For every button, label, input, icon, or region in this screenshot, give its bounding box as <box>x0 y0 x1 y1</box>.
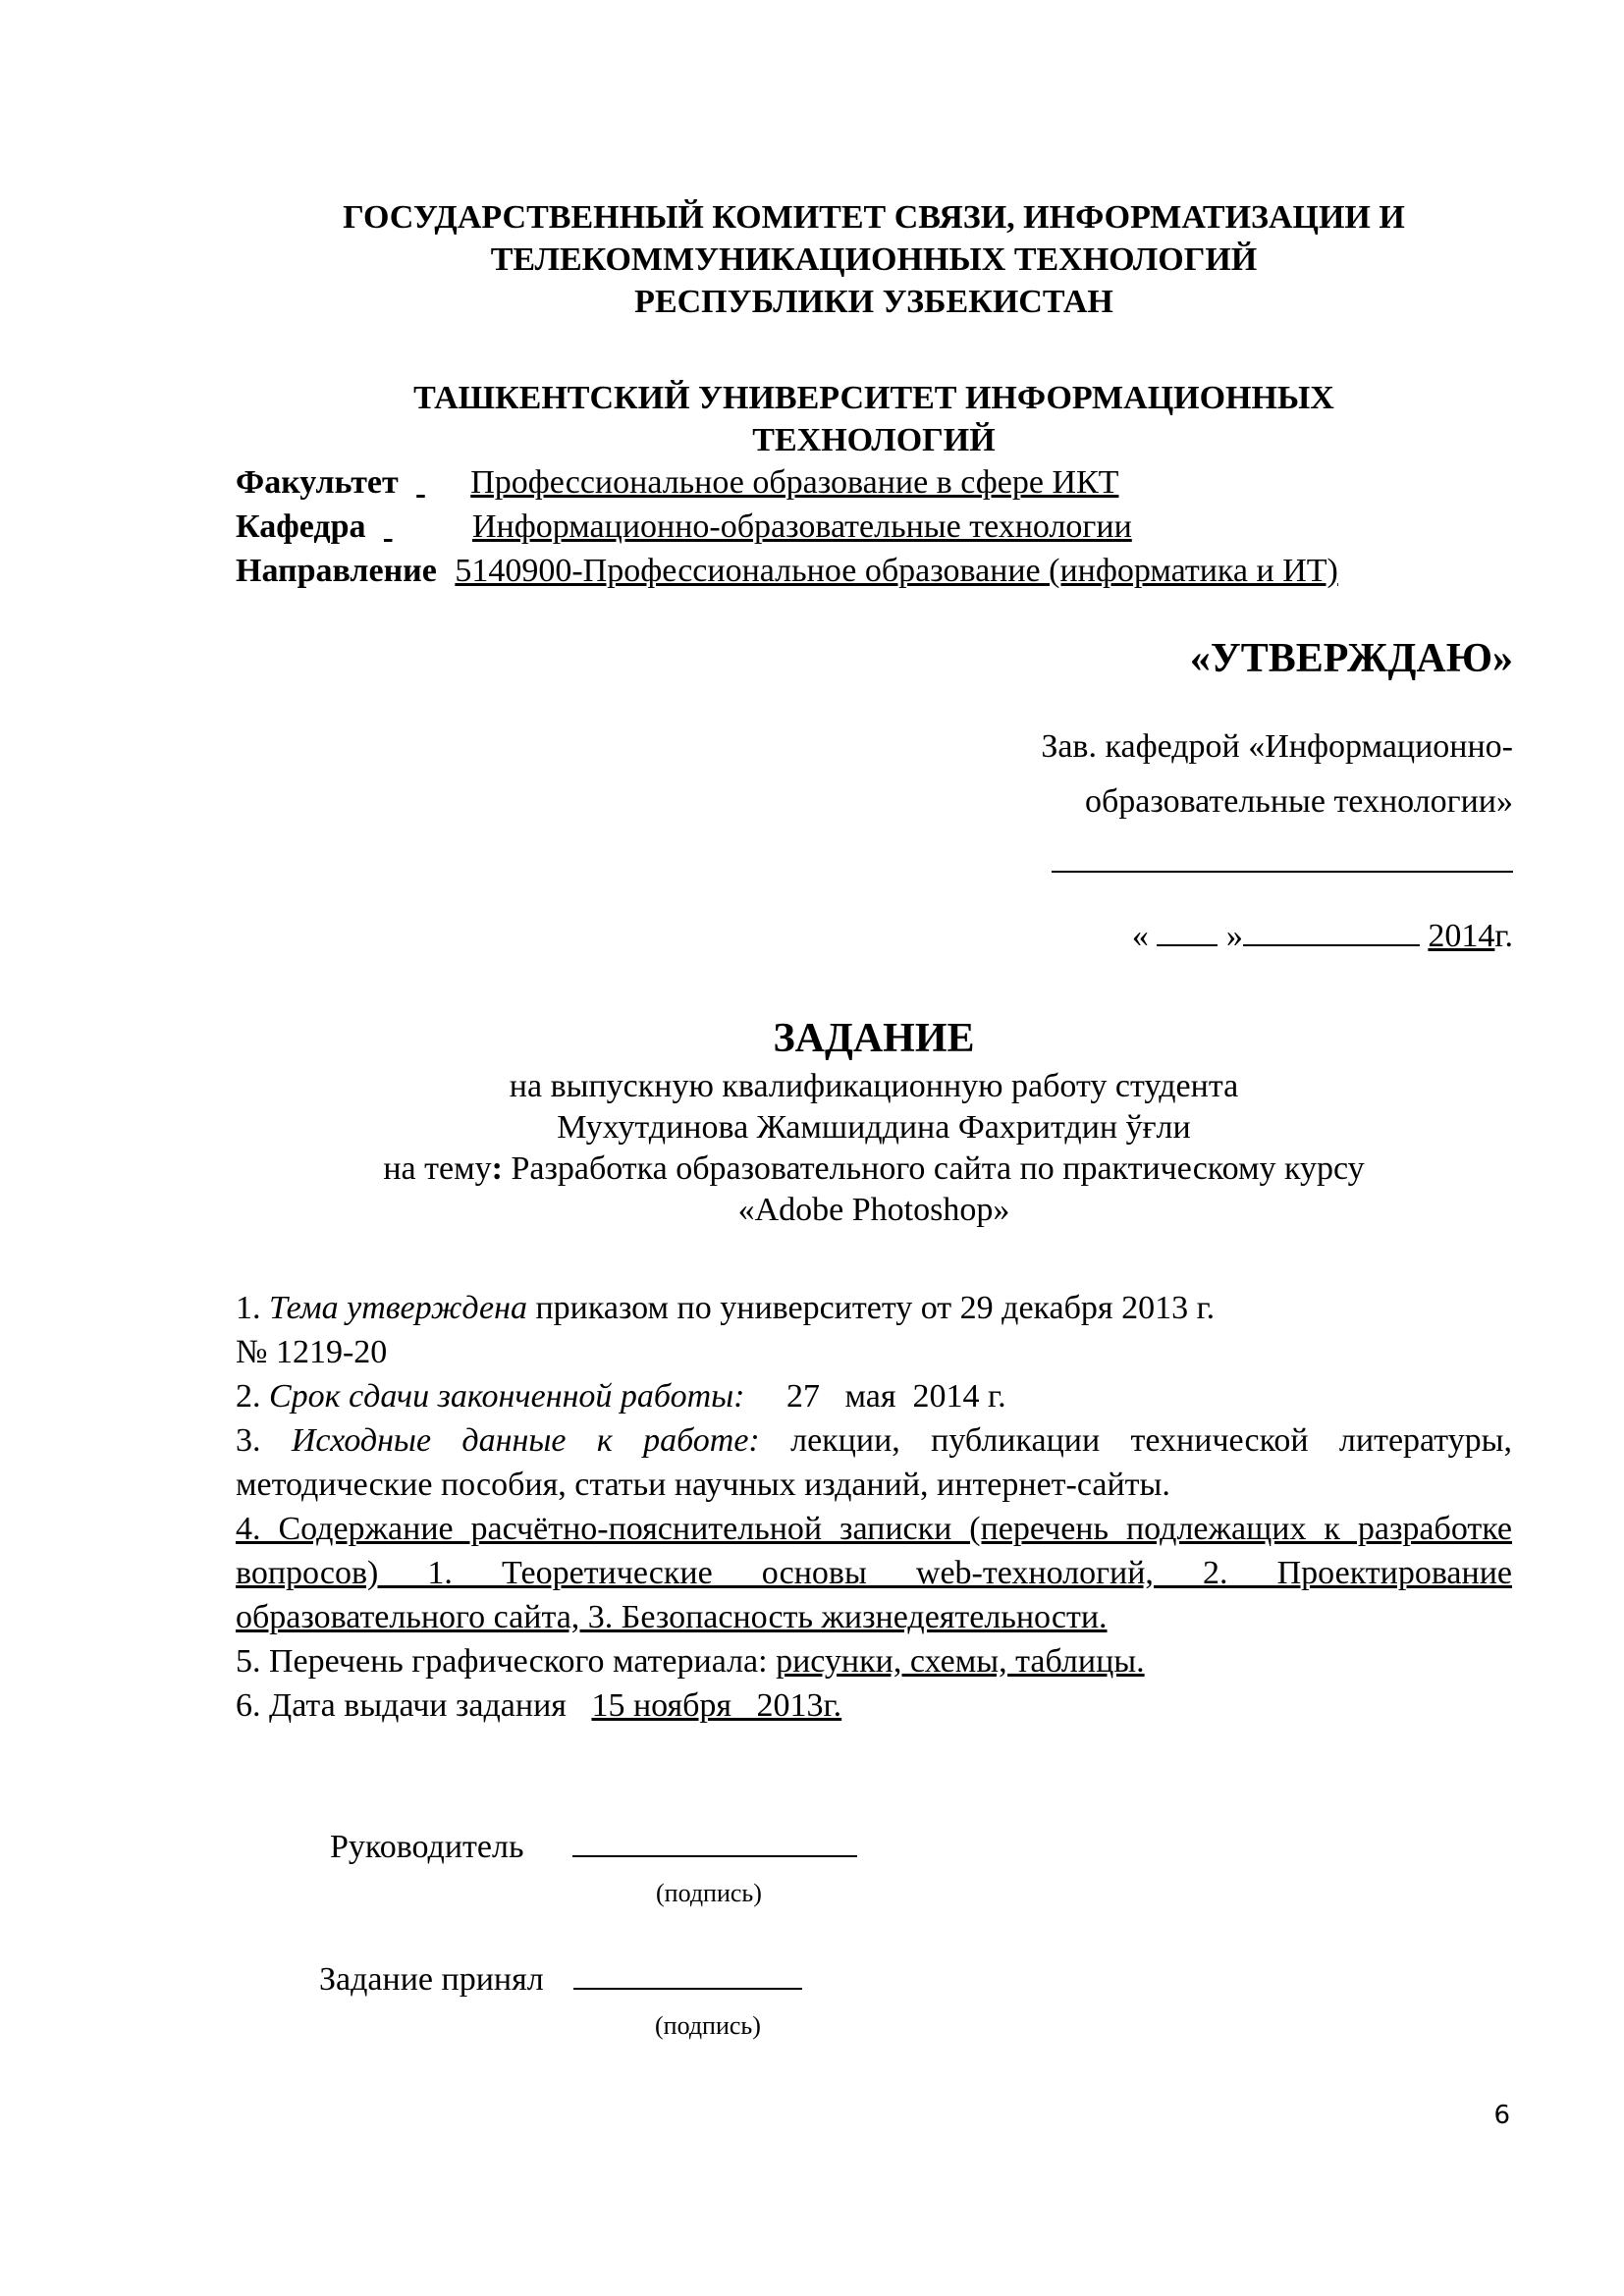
task-line: на выпускную квалификационную работу студента <box>509 1068 1239 1104</box>
signature-caption: (подпись) <box>656 1879 762 1907</box>
faculty-gap <box>416 460 470 505</box>
department-value: Информационно-образовательные технологии <box>471 508 1132 545</box>
header-line: ТЕЛЕКОММУНИКАЦИОННЫХ ТЕХНОЛОГИЙ <box>490 241 1258 278</box>
direction-label: Направление <box>236 553 437 589</box>
approval-date <box>826 915 1513 958</box>
page-number: 6 <box>1493 2101 1510 2130</box>
item-3 <box>236 1418 1512 1507</box>
item-number: 1. <box>236 1290 269 1326</box>
university-header <box>236 377 1512 461</box>
department-gap <box>384 505 472 549</box>
approval-text <box>826 720 1513 829</box>
item-6 <box>236 1683 1512 1728</box>
item-text: приказом по университету от 29 декабря 2013 г. <box>526 1290 1216 1326</box>
topic-course: «Adobe Photoshop» <box>737 1192 1010 1228</box>
date-quote-open: « <box>1131 918 1149 954</box>
topic-colon: : <box>491 1150 503 1187</box>
item-italic: Тема утверждена <box>269 1290 527 1326</box>
item-label: 5. Перечень графического материала: <box>236 1643 777 1680</box>
signature-caption: (подпись) <box>655 2011 761 2040</box>
student-name: Мухутдинова Жамшиддина Фахритдин ўғли <box>557 1109 1191 1146</box>
item-italic: Исходные данные к работе: <box>291 1422 760 1459</box>
header-line: ТАШКЕНТСКИЙ УНИВЕРСИТЕТ ИНФОРМАЦИОННЫХ <box>413 380 1334 416</box>
item-text: 27 мая 2014 г. <box>744 1378 1006 1415</box>
item-5 <box>236 1639 1512 1683</box>
signature-line <box>573 1958 802 1990</box>
header-line: ТЕХНОЛОГИЙ <box>752 422 996 458</box>
date-quote-close: » <box>1225 918 1243 954</box>
month-blank <box>1243 917 1420 946</box>
supervisor-signature <box>330 1826 857 1907</box>
item-number: 3. <box>236 1422 292 1459</box>
department-row <box>236 505 1338 549</box>
approval-block <box>826 633 1513 958</box>
direction-row <box>236 549 1338 593</box>
faculty-row <box>236 460 1338 505</box>
accepted-label: Задание принял <box>319 1961 544 1998</box>
head-signature-line <box>1052 869 1513 873</box>
topic-label: на тему <box>383 1150 492 1187</box>
item-number: 2. <box>236 1378 269 1415</box>
organization-header <box>236 196 1512 323</box>
header-line: РЕСПУБЛИКИ УЗБЕКИСТАН <box>634 284 1113 320</box>
signature-line <box>572 1826 857 1857</box>
item-2 <box>236 1374 1512 1418</box>
header-line: ГОСУДАРСТВЕННЫЙ КОМИТЕТ СВЯЗИ, ИНФОРМАТИЗАЦИИ И <box>343 199 1405 236</box>
topic-line <box>236 1148 1512 1190</box>
date-suffix: г. <box>1494 918 1513 954</box>
item-value: рисунки, схемы, таблицы. <box>776 1643 1145 1680</box>
supervisor-label: Руководитель <box>330 1829 524 1865</box>
task-title: ЗАДАНИЕ <box>773 1016 975 1061</box>
day-blank <box>1157 917 1218 946</box>
task-block <box>236 1011 1512 1231</box>
department-label: Кафедра <box>236 508 366 545</box>
meta-block <box>236 460 1338 593</box>
faculty-label: Факультет <box>236 464 399 501</box>
item-label: 6. Дата выдачи задания <box>236 1687 592 1724</box>
date-year: 2014 <box>1428 918 1495 954</box>
item-4: 4. Содержание расчётно-пояснительной записки (перечень подлежащих к разработке вопросов) 1. Теоретические основы web-технологий, 2. Проектирование образовательного сайта, 3. Безопасность жизнедеятельности. <box>236 1511 1512 1635</box>
accepted-signature <box>319 1958 802 2040</box>
item-1-order: № 1219-20 <box>236 1334 388 1370</box>
direction-value: 5140900-Профессиональное образование (информатика и ИТ) <box>455 553 1338 589</box>
approval-line: образовательные технологии» <box>1084 783 1513 820</box>
faculty-value: Профессиональное образование в сфере ИКТ <box>470 464 1119 501</box>
approval-title: «УТВЕРЖДАЮ» <box>1189 636 1513 681</box>
task-items <box>236 1286 1512 1728</box>
item-1 <box>236 1286 1512 1330</box>
item-italic: Срок сдачи законченной работы: <box>269 1378 745 1415</box>
topic-text: Разработка образовательного сайта по практическому курсу <box>502 1150 1365 1187</box>
approval-line: Зав. кафедрой «Информационно- <box>1041 728 1513 765</box>
item-text: лекции, публикации технической литературы, методические пособия, статьи научных изданий, интернет-сайты. <box>236 1422 1512 1503</box>
item-value: 15 ноября 2013г. <box>591 1687 842 1724</box>
